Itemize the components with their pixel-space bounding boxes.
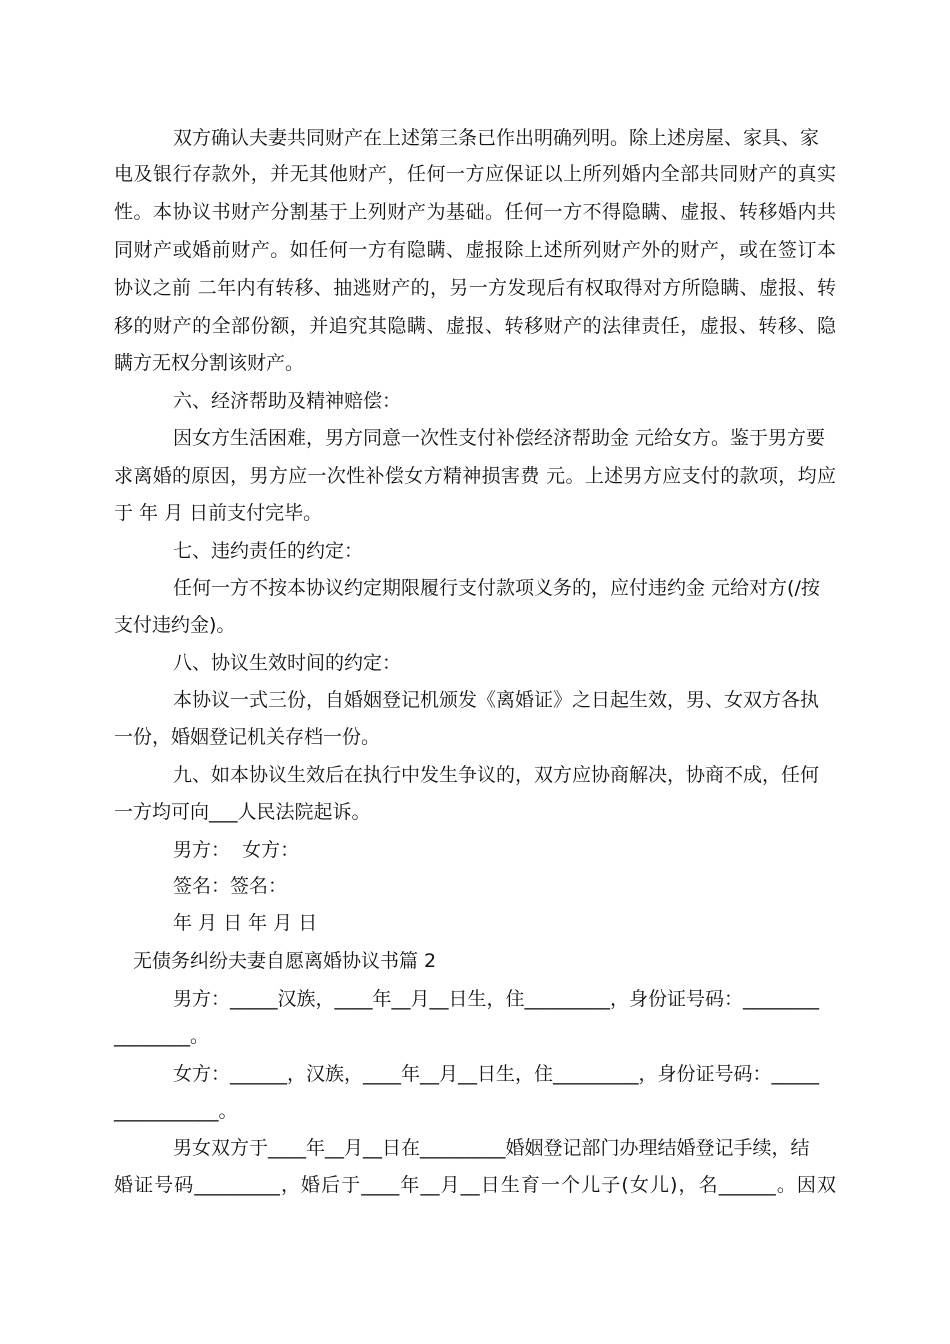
- paragraph-line: 本协议一式三份，自婚姻登记机颁发《离婚证》之日起生效，男、女双方各执: [173, 689, 820, 711]
- paragraph-line: 双方确认夫妻共同财产在上述第三条已作出明确列明。除上述房屋、家具、家: [173, 127, 820, 149]
- signature-date-line: 年 月 日 年 月 日: [173, 912, 318, 934]
- document-title: 无债务纠纷夫妻自愿离婚协议书篇 2: [133, 950, 437, 972]
- paragraph-line: 婚证号码_________，婚后于____年__月__日生育一个儿子(女儿)，名______。因双: [114, 1174, 836, 1196]
- section-heading: 六、经济帮助及精神赔偿：: [173, 390, 402, 412]
- section-heading: 七、违约责任的约定：: [173, 540, 364, 562]
- signature-name-line: 签名：签名：: [173, 875, 288, 897]
- paragraph-line: 任何一方不按本协议约定期限履行支付款项义务的，应付违约金 元给对方(/按: [173, 577, 820, 599]
- section-heading: 八、协议生效时间的约定：: [173, 652, 402, 674]
- paragraph-line: 电及银行存款外，并无其他财产，任何一方应保证以上所列婚内全部共同财产的真实: [114, 163, 836, 185]
- paragraph-line: 同财产或婚前财产。如任何一方有隐瞒、虚报除上述所列财产外的财产，或在签订本: [114, 239, 836, 261]
- paragraph-line: 支付违约金)。: [114, 614, 236, 636]
- paragraph-line: 一份，婚姻登记机关存档一份。: [114, 726, 381, 748]
- paragraph-line: 九、如本协议生效后在执行中发生争议的，双方应协商解决，协商不成，任何: [173, 764, 820, 786]
- party-info-line: 女方：______，汉族，____年__月__日生，住_________，身份证号码：_____: [173, 1063, 820, 1085]
- paragraph-line: 一方均可向___人民法院起诉。: [114, 801, 371, 823]
- party-info-line: ___________。: [114, 1100, 238, 1122]
- party-info-line: ________。: [114, 1025, 210, 1047]
- paragraph-line: 瞒方无权分割该财产。: [114, 352, 305, 374]
- paragraph-line: 求离婚的原因，男方应一次性补偿女方精神损害费 元。上述男方应支付的款项，均应: [114, 465, 836, 487]
- paragraph-line: 移的财产的全部份额，并追究其隐瞒、虚报、转移财产的法律责任，虚报、转移、隐: [114, 315, 836, 337]
- party-info-line: 男方：_____汉族，____年__月__日生，住_________，身份证号码：________: [173, 988, 820, 1010]
- paragraph-line: 男女双方于____年__月__日在_________婚姻登记部门办理结婚登记手续，结: [173, 1137, 810, 1159]
- paragraph-line: 协议之前 二年内有转移、抽逃财产的，另一方发现后有权取得对方所隐瞒、虚报、转: [114, 277, 836, 299]
- signature-party-line: 男方： 女方：: [173, 839, 300, 861]
- paragraph-line: 因女方生活困难，男方同意一次性支付补偿经济帮助金 元给女方。鉴于男方要: [173, 427, 826, 449]
- paragraph-line: 于 年 月 日前支付完毕。: [114, 502, 323, 524]
- paragraph-line: 性。本协议书财产分割基于上列财产为基础。任何一方不得隐瞒、虚报、转移婚内共: [114, 201, 836, 223]
